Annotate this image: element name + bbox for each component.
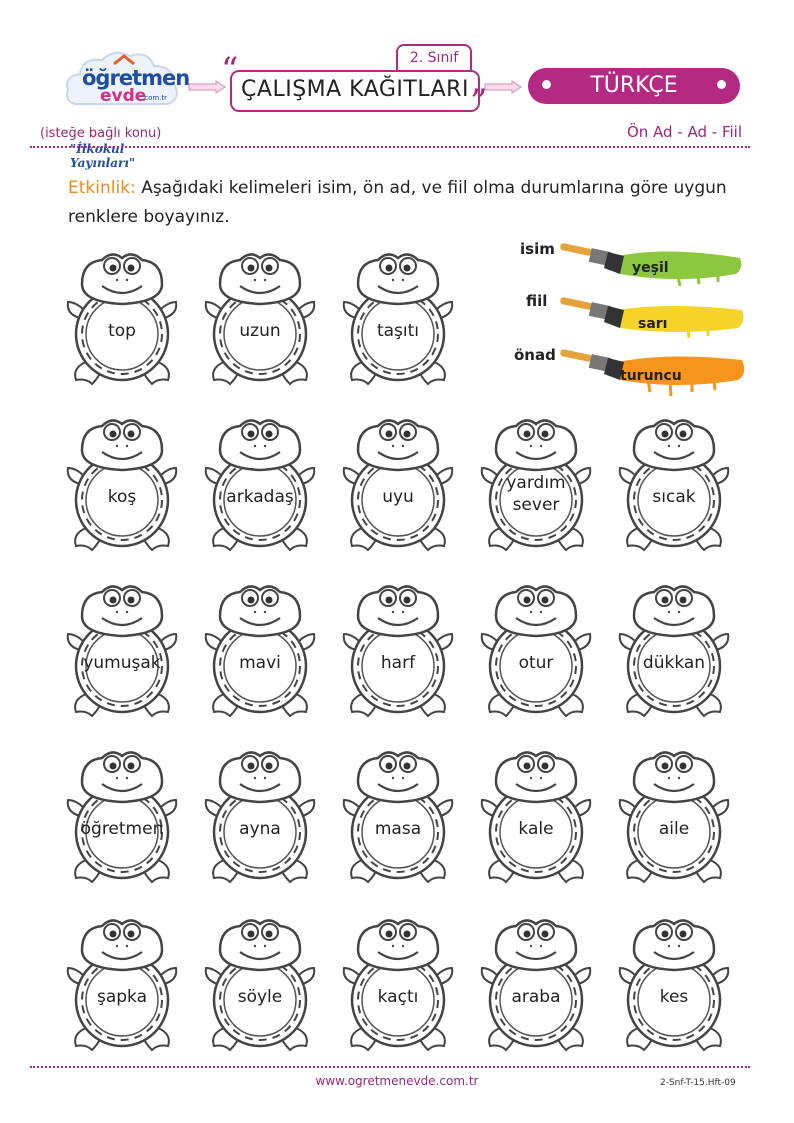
color-legend [510, 236, 750, 406]
frog-icon [200, 410, 320, 560]
frog-icon [62, 910, 182, 1060]
frog-icon [614, 910, 734, 1060]
frog-word: kale [518, 819, 554, 839]
frog-word-card [338, 910, 458, 1060]
frog-word: koş [107, 487, 137, 507]
frog-icon [614, 742, 734, 892]
frog-word: masa [374, 819, 422, 839]
frog-icon [338, 742, 458, 892]
frog-icon [62, 244, 182, 394]
worksheet-title: ÇALIŞMA KAĞITLARI [241, 77, 469, 102]
activity-instruction [68, 174, 728, 232]
frog-word-card [338, 244, 458, 394]
legend-item-fiil [510, 292, 750, 338]
legend-item-isim [510, 236, 750, 282]
frog-word: taşıtı [376, 321, 420, 341]
legend-color-name: turuncu [620, 368, 682, 384]
frog-word-card [614, 742, 734, 892]
frog-word-card [62, 910, 182, 1060]
frog-word: otur [518, 653, 554, 673]
frog-word: kes [659, 987, 689, 1007]
logo-subtitle: "İlkokul Yayınları" [70, 142, 136, 170]
footer-document-code: 2-Snf-T-15.Hft-09 [660, 1078, 736, 1088]
logo-wordmark-sub: evde [100, 86, 147, 106]
logo-wordmark: öğretmen [82, 66, 190, 90]
frog-icon [476, 910, 596, 1060]
legend-item-onad [510, 344, 750, 390]
frog-icon [200, 576, 320, 726]
frog-word-card [62, 742, 182, 892]
subject-label: TÜRKÇE [590, 73, 678, 98]
frog-word: ayna [239, 819, 281, 839]
frog-word: uyu [382, 487, 414, 507]
frog-word: top [108, 321, 136, 341]
frog-icon [62, 576, 182, 726]
frog-icon [200, 910, 320, 1060]
topic-label: Ön Ad - Ad - Fiil [626, 123, 742, 141]
frog-icon [200, 244, 320, 394]
frog-icon [614, 410, 734, 560]
frog-word: dükkan [642, 653, 706, 673]
legend-color-name: yeşil [632, 260, 669, 276]
frog-word-card [200, 410, 320, 560]
frog-word-card [62, 576, 182, 726]
optional-topic-note: (isteğe bağlı konu) [40, 126, 162, 141]
frog-icon [476, 742, 596, 892]
close-quote-icon: ” [470, 82, 488, 122]
frog-word-card [614, 910, 734, 1060]
frog-icon [614, 576, 734, 726]
frog-icon [338, 576, 458, 726]
subject-badge [528, 68, 740, 104]
frog-word: öğretmen [80, 819, 164, 839]
frog-word-card [200, 244, 320, 394]
frog-word-card [62, 244, 182, 394]
frog-icon [62, 410, 182, 560]
frog-icon [200, 742, 320, 892]
open-quote-icon: “ [221, 50, 239, 90]
legend-word-class: isim [520, 240, 555, 258]
frog-word-card [200, 742, 320, 892]
frog-word-card [338, 742, 458, 892]
frog-word: arkadaş [226, 487, 294, 507]
frog-word-card [200, 910, 320, 1060]
frog-word-card [338, 576, 458, 726]
frog-word-card [476, 576, 596, 726]
legend-word-class: fiil [526, 292, 548, 310]
logo-domain: .com.tr [142, 94, 168, 102]
frog-word-card [200, 576, 320, 726]
frog-icon [476, 576, 596, 726]
frog-word: yumuşak [83, 653, 161, 673]
frog-word: araba [511, 987, 561, 1007]
frog-word-card [476, 910, 596, 1060]
frog-word-card [476, 410, 596, 560]
frog-word: harf [380, 653, 416, 673]
activity-text: Aşağıdaki kelimeleri isim, ön ad, ve fiil olma durumlarına göre uygun renklere boyayınız. [68, 178, 727, 227]
frog-icon [62, 742, 182, 892]
bullet-icon [717, 80, 726, 89]
frog-word-card [338, 410, 458, 560]
class-level-tab: 2. Sınıf [396, 44, 472, 70]
frog-word: sıcak [652, 487, 696, 507]
frog-word-card [62, 410, 182, 560]
frog-word-card [614, 576, 734, 726]
frog-word: yardım sever [506, 473, 566, 515]
frog-word: kaçtı [377, 987, 419, 1007]
frog-icon [338, 410, 458, 560]
legend-word-class: önad [514, 346, 556, 364]
activity-label: Etkinlik: [68, 178, 136, 198]
frog-word: mavi [239, 653, 281, 673]
header-divider [30, 146, 750, 148]
frog-icon [338, 910, 458, 1060]
legend-color-name: sarı [638, 316, 668, 332]
frog-word: uzun [239, 321, 281, 341]
arrow-right-icon [484, 80, 522, 94]
footer-website: www.ogretmenevde.com.tr [315, 1074, 479, 1088]
frog-word: söyle [237, 987, 283, 1007]
worksheet-title-box [230, 70, 480, 112]
frog-word-card [614, 410, 734, 560]
footer-divider [30, 1066, 750, 1068]
frog-word: şapka [96, 987, 148, 1007]
frog-word: aile [658, 819, 690, 839]
frog-icon [338, 244, 458, 394]
frog-word-card [476, 742, 596, 892]
